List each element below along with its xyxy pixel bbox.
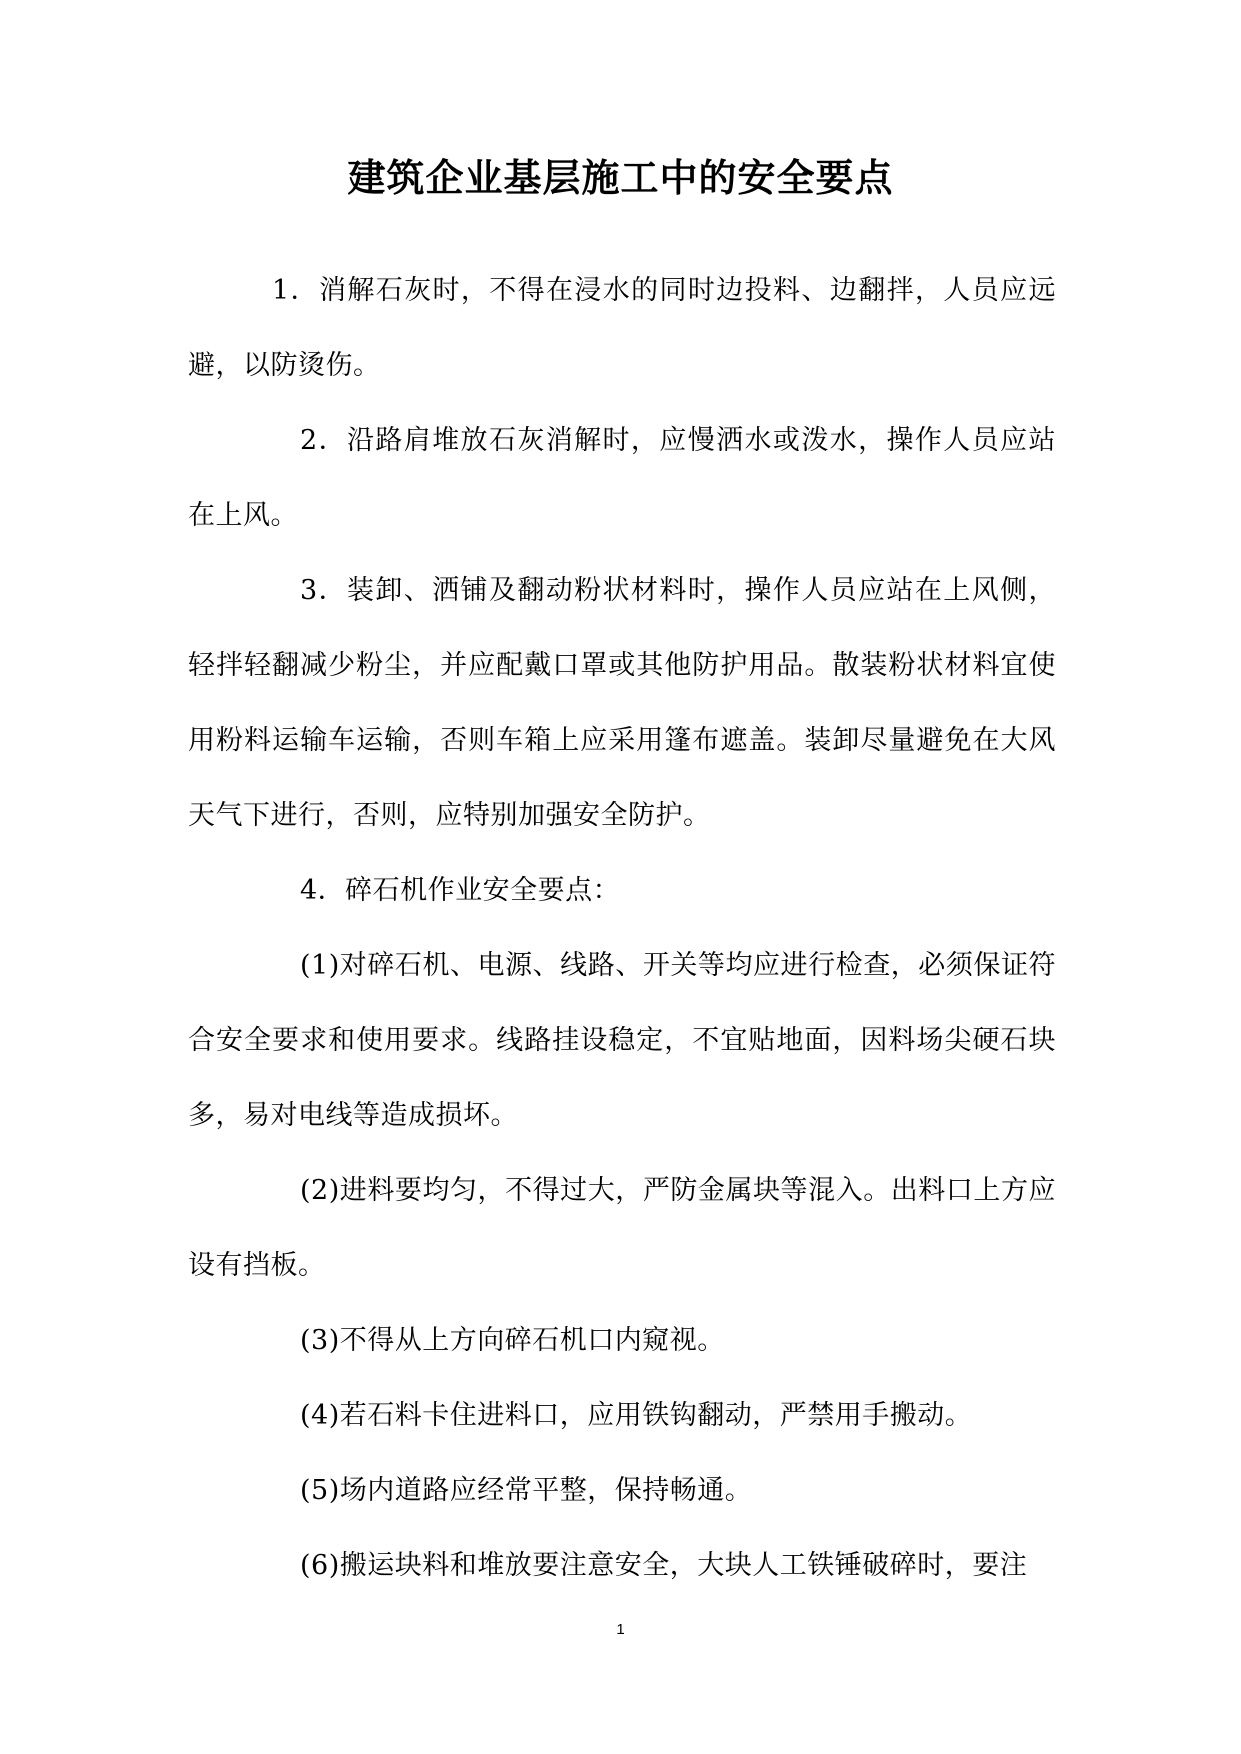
paragraph-4-4: (4)若石料卡住进料口，应用铁钩翻动，严禁用手搬动。: [300, 1400, 973, 1431]
paragraph-4-2: (2)进料要均匀，不得过大，严防金属块等混入。出料口上方应设有挡板。: [188, 1175, 1056, 1281]
paragraph-4-3: (3)不得从上方向碎石机口内窥视。: [300, 1325, 725, 1356]
page-number: 1: [616, 1621, 625, 1638]
paragraph-2: 2．沿路肩堆放石灰消解时，应慢洒水或泼水，操作人员应站在上风。: [188, 425, 1056, 531]
document-body: [188, 253, 1056, 1603]
paragraph-4-5: (5)场内道路应经常平整，保持畅通。: [300, 1475, 753, 1506]
document-title: 建筑企业基层施工中的安全要点: [347, 155, 894, 200]
paragraph-4-1: (1)对碎石机、电源、线路、开关等均应进行检查，必须保证符合安全要求和使用要求。线路挂设稳定，不宜贴地面，因料场尖硬石块多，易对电线等造成损坏。: [188, 950, 1056, 1131]
paragraph-4-6: (6)搬运块料和堆放要注意安全，大块人工铁锤破碎时，要注: [300, 1550, 1028, 1581]
paragraph-4: 4．碎石机作业安全要点：: [300, 875, 621, 906]
paragraph-1: 1．消解石灰时，不得在浸水的同时边投料、边翻拌，人员应远避，以防烫伤。: [188, 275, 1056, 381]
paragraph-3: 3．装卸、洒铺及翻动粉状材料时，操作人员应站在上风侧，轻拌轻翻减少粉尘，并应配戴口罩或其他防护用品。散装粉状材料宜使用粉料运输车运输，否则车箱上应采用篷布遮盖。装卸尽量避免在大风天气下进行，否则，应特别加强安全防护。: [188, 575, 1056, 831]
